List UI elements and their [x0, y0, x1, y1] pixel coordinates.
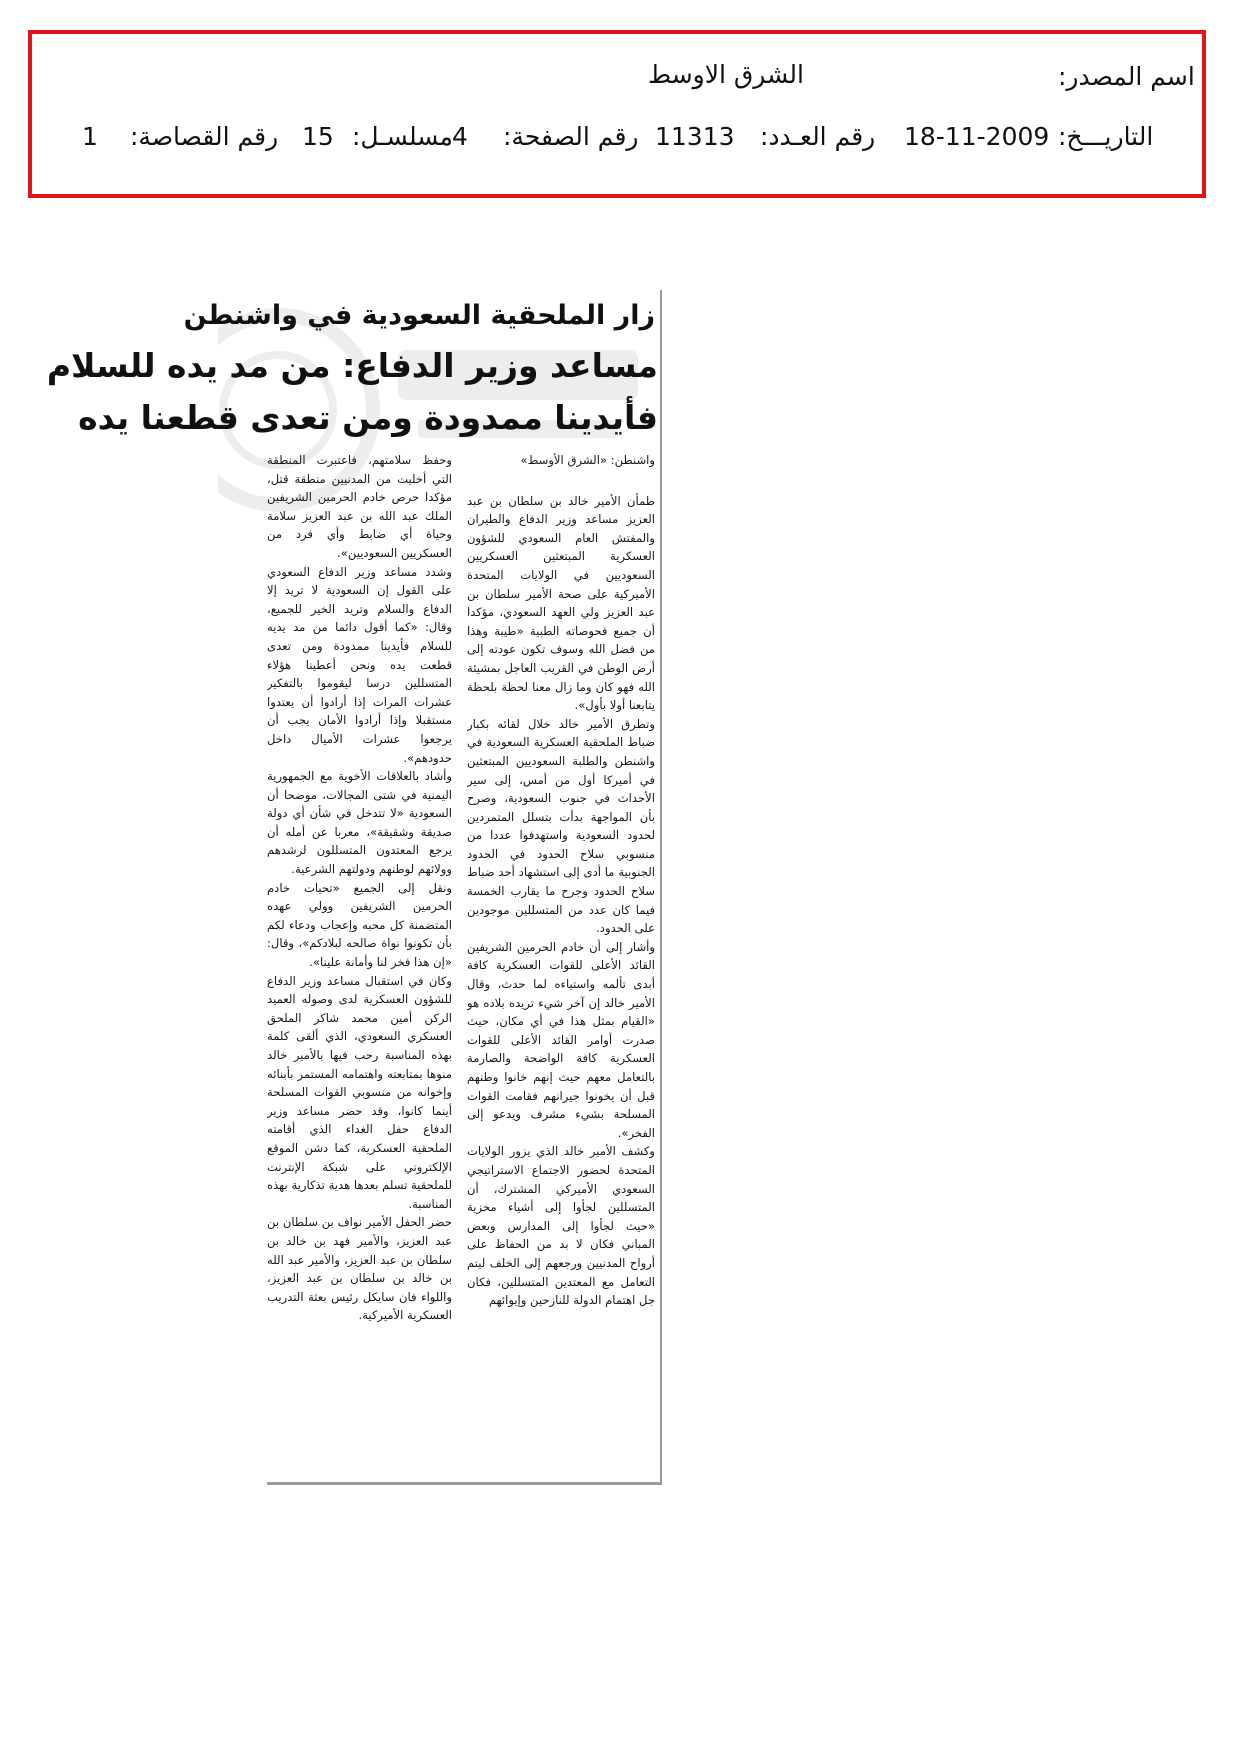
- paragraph: ونقل إلى الجميع «تحيات خادم الحرمين الشريفين وولي عهده المتضمنة كل محبه وإعجاب ودعاء لكم بأن تكونوا نواة صالحه لبلادكم»، وقال: «إن هذا فخر لنا وأمانة علينا».: [267, 880, 452, 970]
- paragraph: وشدد مساعد وزير الدفاع السعودي على القول إن السعودية لا تريد إلا الدفاع والسلام وتريد الخير للجميع، وقال: «كما أقول دائما من مد يديه للسلام فأيدينا ممدودة ومن تعدى قطعت يده ونحن أعطينا هؤلاء المتسللين درسا ليقوموا بالتفكير عشرات المرات إذا أرادوا أن يعتدوا مستقبلا وإذا أرادوا الأمان يجب أن يرجعوا عشرات الأميال داخل حدودهم».: [267, 564, 452, 765]
- headline-line-1: مساعد وزير الدفاع: من مد يده للسلام: [46, 346, 658, 385]
- paragraph: وأشار إلى أن خادم الحرمين الشريفين القائد الأعلى للقوات العسكرية كافة أبدى تألمه واستياءه لما حدث، وقال الأمير خالد إن آخر شيء تريده بلاده هو «القيام بمثل هذا في أي مكان، حيث صدرت أوامر القائد الأعلى للقوات العسكرية كافة الواضحة والصارمة بالتعامل معهم حيث إنهم خانوا وطنهم قبل أن يخونوا جيرانهم فقامت القوات المسلحة بشيء مشرف ويدعو إلى الفخر».: [467, 939, 655, 1140]
- paragraph: حضر الحفل الأمير نواف بن سلطان بن عبد العزيز، والأمير فهد بن خالد بن سلطان بن عبد العزيز، والأمير عبد الله بن خالد بن سلطان بن عبد العزيز، واللواء فان سايكل رئيس بعثة التدريب العسكرية الأميركية.: [267, 1215, 452, 1323]
- paragraph: وكان في استقبال مساعد وزير الدفاع للشؤون العسكرية لدى وصوله العميد الركن أمين محمد شاكر الملحق العسكري السعودي، الذي ألقى كلمة بهذه المناسبة رحب فيها بالأمير خالد منوها بمتابعته واهتمامه المستمر بأبنائه وإخوانه من منسوبي القوات المسلحة أينما كانوا، وقد حضر مساعد وزير الدفاع حفل الغداء الذي أقامته الملحقية العسكرية، كما دشن الموقع الإلكتروني على شبكة الإنترنت للملحقية تسلم بعدها هدية تذكارية بهذه المناسبة.: [267, 973, 452, 1211]
- clip-value: 1: [82, 122, 98, 151]
- article-kicker: زار الملحقية السعودية في واشنطن: [183, 300, 655, 331]
- page-value: 4: [452, 122, 468, 151]
- article-byline: واشنطن: «الشرق الأوسط»: [520, 453, 655, 467]
- date-label: التاريـــخ:: [1058, 122, 1154, 151]
- issue-label: رقم العـدد:: [760, 122, 876, 151]
- clip-label: رقم القصاصة:: [130, 122, 279, 151]
- metadata-box: [28, 30, 1206, 198]
- paragraph: وكشف الأمير خالد الذي يزور الولايات المتحدة لحضور الاجتماع الاستراتيجي السعودي الأميركي المشترك، أن المتسللين لجأوا إلى أشياء مخزية «حيث لجأوا إلى المدارس وبعض المباني فكان لا بد من الحفاظ على أرواح المدنيين ورجعهم إلى الخلف ليتم التعامل مع المعتدين المتسللين، فكان جل اهتمام الدولة للنازحين وإيوائهم: [467, 1144, 655, 1308]
- source-value: الشرق الاوسط: [648, 60, 804, 89]
- date-value: 18-11-2009: [904, 122, 1050, 151]
- article-column-left: [267, 451, 452, 1476]
- paragraph: وحفظ سلامتهم، فاعتبرت المنطقة التي أخليت من المدنيين منطقة قتل، مؤكدا حرص خادم الحرمين الشريفين الملك عبد الله بن عبد العزيز سلامة وحياة أي ضابط وأي فرد من العسكريين السعوديين».: [267, 453, 452, 560]
- paragraph: طمأن الأمير خالد بن سلطان بن عبد العزيز مساعد وزير الدفاع والطيران والمفتش العام السعودي للشؤون العسكرية المبتعثين العسكريين السعوديين في الولايات المتحدة الأميركية على صحة الأمير سلطان بن عبد العزيز ولي العهد السعودي، مؤكدا أن جميع فحوصاته الطبية «طيبة وهذا من فضل الله وسوف تكون عودته إلى أرض الوطن في القريب العاجل بمشيئة الله فهو كان وما زال معنا لحظة بلحظة يتابعنا أولا بأول».: [467, 493, 655, 713]
- article-column-right: [467, 451, 655, 1476]
- serial-label: مسلسـل:: [352, 122, 453, 151]
- headline-line-2: فأيدينا ممدودة ومن تعدى قطعنا يده: [78, 398, 658, 437]
- serial-value: 15: [302, 122, 334, 151]
- paragraph: وأشاد بالعلاقات الأخوية مع الجمهورية اليمنية في شتى المجالات، موضحا أن السعودية «لا تتدخل في شأن أي دولة صديقة وشقيقة»، معربا عن أمله أن يرجع المعتدون المتسللون لرشدهم وولائهم لوطنهم ودولتهم الشرعية.: [267, 769, 452, 877]
- source-label: اسم المصدر:: [1058, 62, 1195, 91]
- page-label: رقم الصفحة:: [503, 122, 639, 151]
- issue-value: 11313: [655, 122, 735, 151]
- paragraph: وتطرق الأمير خالد خلال لقائه بكبار ضباط الملحقية العسكرية السعودية في واشنطن والطلبة السعوديين المبتعثين في أميركا أول من أمس، إلى سير الأحداث في جنوب السعودية، وصرح بأن المواجهة بدأت بتسلل المتمردين لحدود السعودية واستهدفوا عددا من منسوبي سلاح الحدود في الحدود الجنوبية ما أدى إلى استشهاد أحد ضباط سلاح الحدود وجرح ما يقارب الخمسة فيما كان عدد من المتسللين موجودين على الحدود.: [467, 716, 655, 936]
